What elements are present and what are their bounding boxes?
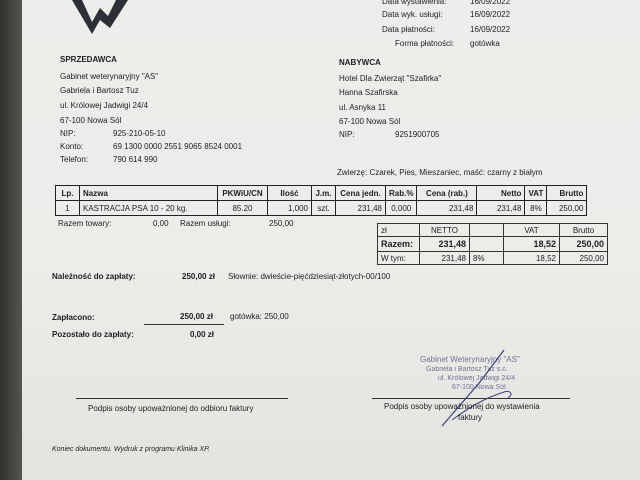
items-table [55,185,587,216]
seller-phone-label: Telefon: [60,155,89,164]
summary-col-netto: NETTO [420,224,470,237]
cell-rabat: 0,000 [386,201,417,216]
seller-name: Gabinet weterynaryjny "AS" [60,72,159,81]
buyer-heading: NABYWCA [339,58,381,67]
buyer-person: Hanna Szafirska [339,88,398,97]
seller-nip: 925-210-05-10 [113,129,166,138]
col-jm: J.m. [312,186,336,201]
cell-cena-rab: 231,48 [417,201,477,216]
buyer-nip: 9251900705 [395,130,440,139]
amount-in-words: Słownie: dwieście-pięćdziesiąt-złotych-00/100 [228,272,391,281]
seller-street: ul. Królowej Jadwigi 24/4 [60,101,149,110]
date-issue-label: Data wystawienia: [382,0,447,6]
date-service-value: 16/09/2022 [470,10,511,19]
summary-razem-netto: 231,48 [420,237,470,252]
buyer-name: Hotel Dla Zwierząt "Szafirka" [339,74,442,83]
signature-caption-left: Podpis osoby upoważnionej do odbioru faktury [88,404,254,413]
col-brutto: Brutto [547,186,587,201]
date-payment-value: 16/09/2022 [470,25,511,34]
summary-wtym-row [378,252,608,265]
seller-city: 67-100 Nowa Sól [60,116,122,125]
summary-col-brutto: Brutto [560,224,608,237]
total-goods-value: 0,00 [153,219,169,228]
col-netto: Netto [477,186,525,201]
clinic-logo [70,0,130,38]
cell-brutto: 250,00 [547,201,587,216]
date-issue-value: 16/09/2022 [470,0,511,6]
summary-wtym-netto: 231,48 [420,252,470,265]
seller-account-label: Konto: [60,142,84,151]
date-payment-label: Data płatności: [382,25,435,34]
payment-form-value: gotówka [470,39,500,48]
signature-caption-right-2: faktury [458,413,483,422]
col-cena-rab: Cena (rab.) [417,186,477,201]
date-service-label: Data wyk. usługi: [382,10,443,19]
summary-razem-label: Razem: [378,237,420,252]
cell-jm: szt. [312,201,336,216]
col-rabat: Rab.% [386,186,417,201]
vat-summary-table [377,223,608,265]
seller-owners: Gabriela i Bartosz Tuz [60,86,139,95]
stamp-line-2: Gabriela i Bartosz Tuz s.c. [426,366,508,373]
signature-caption-right-1: Podpis osoby upoważnionej do wystawienia [384,402,540,411]
paid-label: Zapłacono: [52,313,95,322]
summary-wtym-label: W tym: [378,252,420,265]
seller-phone: 790 614 990 [113,155,158,164]
payment-form-label: Forma płatności: [395,39,455,48]
buyer-nip-label: NIP: [339,130,355,139]
seller-account: 69 1300 0000 2551 9065 8524 0001 [113,142,243,151]
cell-vat: 8% [525,201,547,216]
summary-header-spacer [470,224,504,237]
animal-info: Zwierzę: Czarek, Pies, Mieszaniec, maść: czarny z białym [337,168,543,177]
seller-nip-label: NIP: [60,129,76,138]
cell-nazwa: KASTRACJA PSA 10 - 20 kg. [80,201,218,216]
total-goods-label: Razem towary: [58,219,112,228]
cell-ilosc: 1,000 [268,201,312,216]
col-cena-jedn: Cena jedn. [336,186,386,201]
buyer-street: ul. Asnyka 11 [339,103,386,112]
remaining-value: 0,00 zł [190,330,215,339]
col-vat: VAT [525,186,547,201]
total-services-value: 250,00 [269,219,294,228]
stamp-line-1: Gabinet Weterynaryjny "AS" [420,355,520,364]
summary-wtym-brutto: 250,00 [560,252,608,265]
table-row [56,201,587,216]
summary-razem-vat: 18,52 [504,237,560,252]
summary-razem-spacer [470,237,504,252]
invoice-page [22,0,640,480]
cell-lp: 1 [56,201,80,216]
amount-due-value: 250,00 zł [182,272,215,281]
summary-col-currency: zł [378,224,420,237]
paid-underline [144,324,224,325]
summary-razem-row [378,237,608,252]
cell-cena-jedn: 231,48 [336,201,386,216]
seller-heading: SPRZEDAWCA [60,55,117,64]
col-pkwiu: PKWiU/CN [218,186,268,201]
amount-due-label: Należność do zapłaty: [52,272,136,281]
signature-line-left [76,398,288,399]
col-lp: Lp. [56,186,80,201]
paid-note: gotówka: 250,00 [230,312,289,321]
total-services-label: Razem usługi: [180,219,231,228]
col-ilosc: Ilość [268,186,312,201]
cell-netto: 231,48 [477,201,525,216]
cell-pkwiu: 85.20 [218,201,268,216]
summary-wtym-vat: 18,52 [504,252,560,265]
paid-value: 250,00 zł [180,312,213,321]
summary-col-vat: VAT [504,224,560,237]
summary-header-row [378,224,608,237]
remaining-label: Pozostało do zapłaty: [52,330,134,339]
stamp-line-4: 67-100 Nowa Sól [452,384,506,391]
summary-wtym-rate: 8% [470,252,504,265]
document-footer: Koniec dokumentu. Wydruk z programu Klinika XP. [52,446,210,453]
background-shadow [0,0,22,480]
signature-line-right [372,398,570,399]
summary-razem-brutto: 250,00 [560,237,608,252]
items-table-header [56,186,587,201]
stamp-line-3: ul. Królowej Jadwigi 24/4 [438,375,516,382]
col-nazwa: Nazwa [80,186,218,201]
buyer-city: 67-100 Nowa Sól [339,117,401,126]
